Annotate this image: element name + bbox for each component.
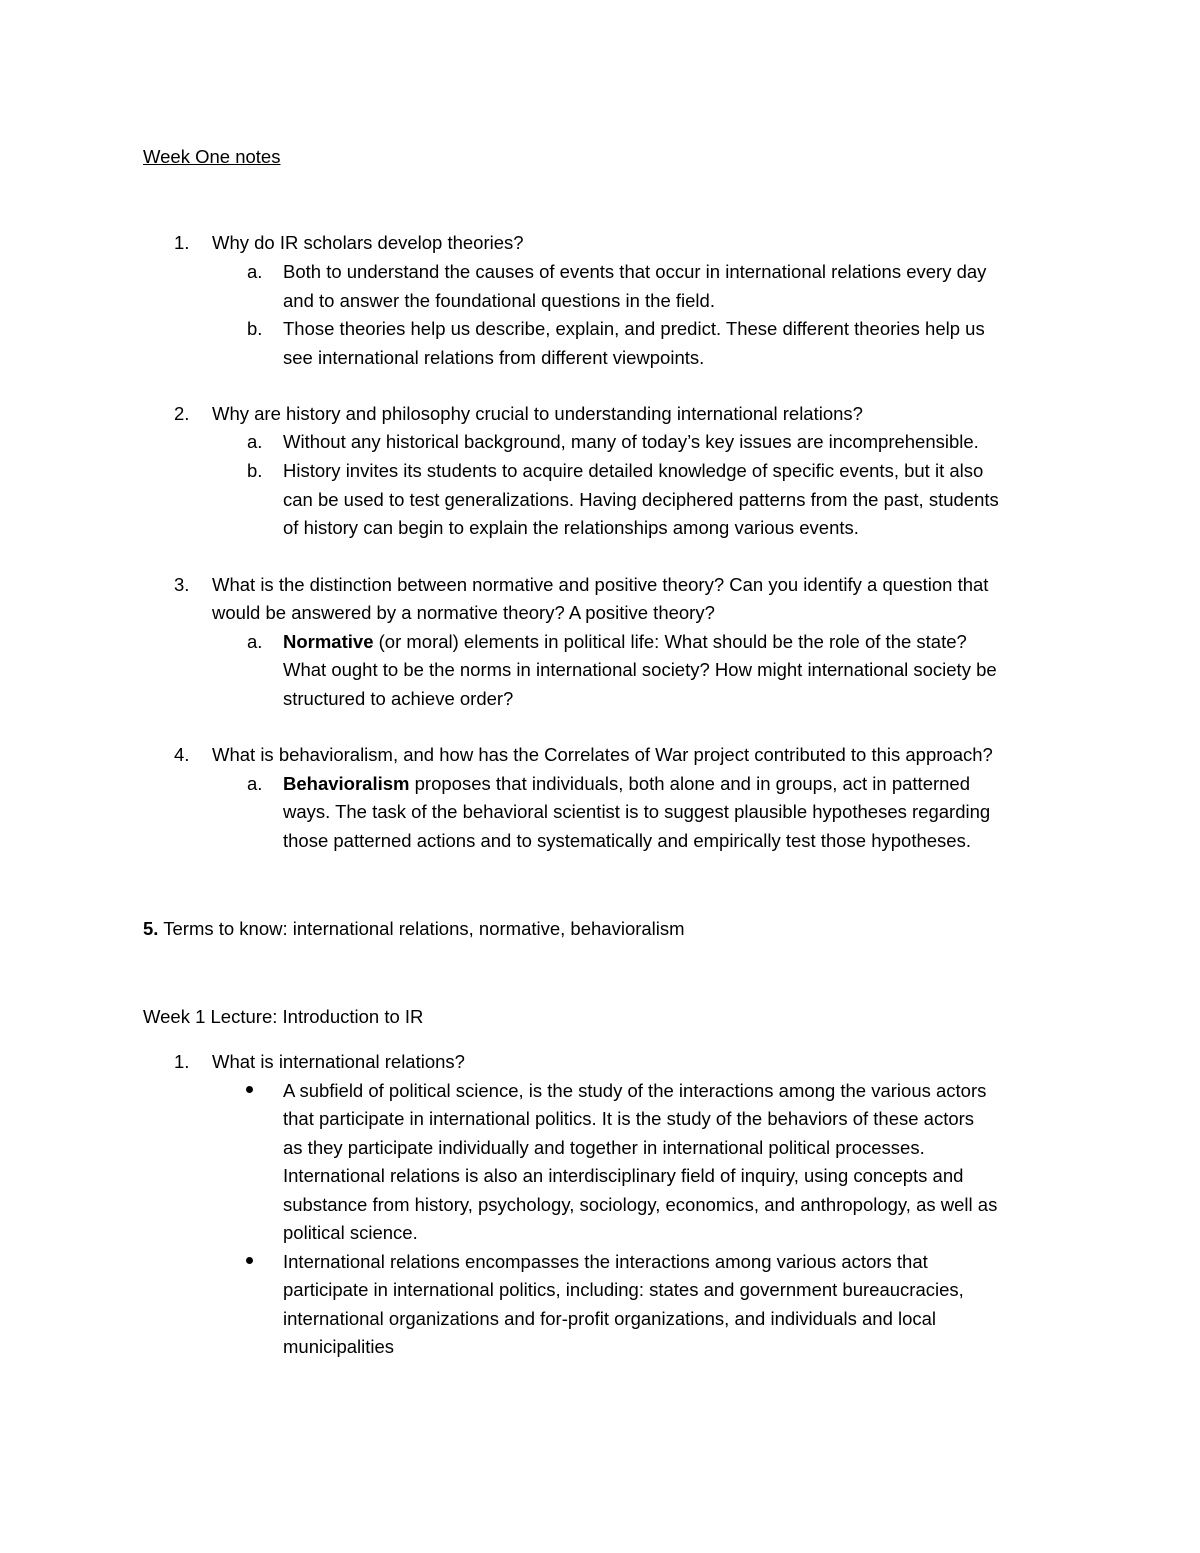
question-text: Why are history and philosophy crucial to understanding international relations? xyxy=(212,403,863,424)
bullet-text: A subfield of political science, is the study of the interactions among the various actors xyxy=(283,1080,987,1101)
lecture-item-text: What is international relations? xyxy=(212,1051,465,1072)
answer-text: Without any historical background, many of today’s key issues are incomprehensible. xyxy=(283,431,979,452)
bold-term: Normative xyxy=(283,631,374,652)
answer-text: structured to achieve order? xyxy=(283,688,514,709)
bullet-icon xyxy=(246,1257,253,1264)
answer-text: What ought to be the norms in international society? How might international society be xyxy=(283,659,997,680)
answer-text xyxy=(283,628,967,656)
answer-text: those patterned actions and to systematically and empirically test those hypotheses. xyxy=(283,830,971,851)
terms-to-know xyxy=(143,915,685,943)
answer-text: can be used to test generalizations. Having deciphered patterns from the past, students xyxy=(283,489,999,510)
question-number: 1. xyxy=(174,232,190,253)
question-text: What is the distinction between normative and positive theory? Can you identify a question that xyxy=(212,574,989,595)
lecture-item-number: 1. xyxy=(174,1051,190,1072)
answer-text xyxy=(283,770,970,798)
bullet-icon xyxy=(246,1086,253,1093)
answer-text-rest: (or moral) elements in political life: What should be the role of the state? xyxy=(373,631,967,652)
answer-marker: a. xyxy=(247,431,263,452)
question-number: 3. xyxy=(174,574,190,595)
bullet-text: International relations is also an interdisciplinary field of inquiry, using concepts and xyxy=(283,1165,964,1186)
bullet-text: municipalities xyxy=(283,1336,395,1357)
lecture-title: Week 1 Lecture: Introduction to IR xyxy=(143,1006,424,1027)
answer-marker: b. xyxy=(247,318,263,339)
answer-marker: a. xyxy=(247,773,263,794)
answer-text: see international relations from different viewpoints. xyxy=(283,347,705,368)
answer-text: Those theories help us describe, explain, and predict. These different theories help us xyxy=(283,318,985,339)
answer-marker: a. xyxy=(247,631,263,652)
answer-text-rest: proposes that individuals, both alone and in groups, act in patterned xyxy=(409,773,971,794)
bold-term: Behavioralism xyxy=(283,773,410,794)
question-number: 2. xyxy=(174,403,190,424)
question-text: What is behavioralism, and how has the Correlates of War project contributed to this approach? xyxy=(212,744,993,765)
bullet-text: International relations encompasses the interactions among various actors that xyxy=(283,1251,928,1272)
bullet-text: as they participate individually and together in international political processes. xyxy=(283,1137,925,1158)
bullet-text: participate in international politics, including: states and government bureaucracies, xyxy=(283,1279,964,1300)
answer-text: History invites its students to acquire detailed knowledge of specific events, but it also xyxy=(283,460,984,481)
terms-number: 5. xyxy=(143,918,159,939)
question-text: would be answered by a normative theory? A positive theory? xyxy=(212,602,715,623)
page-title: Week One notes xyxy=(143,146,281,167)
terms-text: Terms to know: international relations, normative, behavioralism xyxy=(158,918,685,939)
question-text: Why do IR scholars develop theories? xyxy=(212,232,524,253)
bullet-text: international organizations and for-profit organizations, and individuals and local xyxy=(283,1308,937,1329)
bullet-text: political science. xyxy=(283,1222,418,1243)
bullet-text: substance from history, psychology, sociology, economics, and anthropology, as well as xyxy=(283,1194,998,1215)
answer-marker: a. xyxy=(247,261,263,282)
answer-text: of history can begin to explain the relationships among various events. xyxy=(283,517,859,538)
answer-text: ways. The task of the behavioral scientist is to suggest plausible hypotheses regarding xyxy=(283,801,991,822)
answer-text: Both to understand the causes of events that occur in international relations every day xyxy=(283,261,987,282)
bullet-text: that participate in international politics. It is the study of the behaviors of these actors xyxy=(283,1108,975,1129)
answer-text: and to answer the foundational questions in the field. xyxy=(283,290,715,311)
question-number: 4. xyxy=(174,744,190,765)
answer-marker: b. xyxy=(247,460,263,481)
